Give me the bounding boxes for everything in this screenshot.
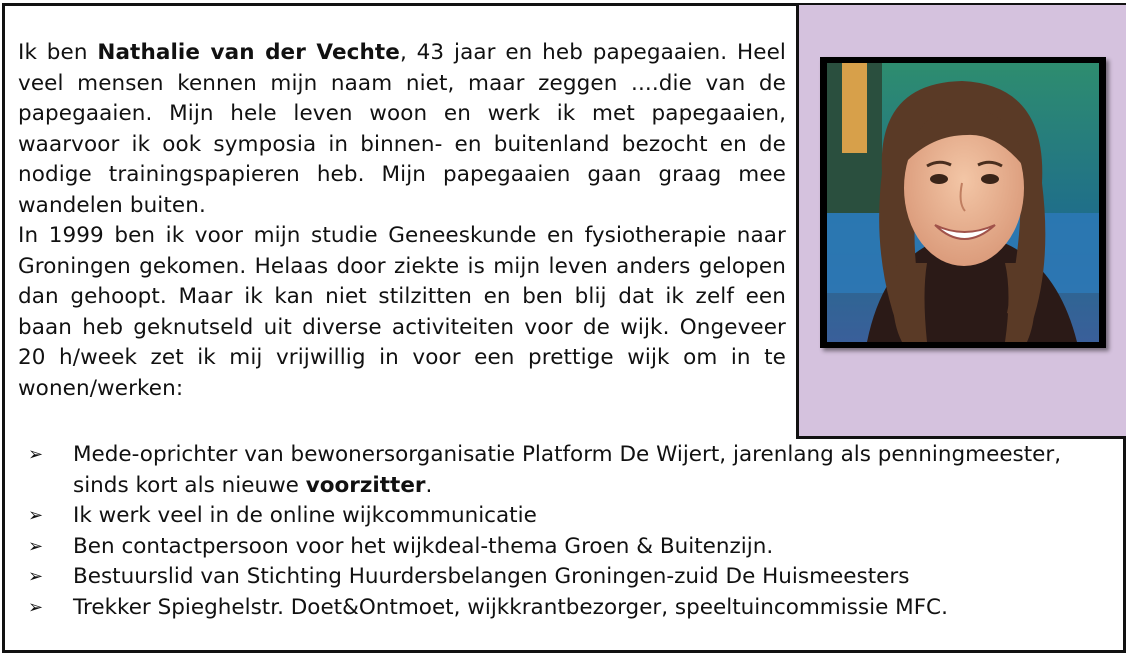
intro-paragraph-1: Ik ben Nathalie van der Vechte, 43 jaar en heb papegaaien. Heel veel mensen kennen mijn naam niet, maar zeggen ....die van de papegaaien. Mijn hele leven woon en werk ik met papegaaien, waarvoor ik ook symposia in binnen- en buitenland bezocht en de nodige trainingspapieren heb. Mijn papegaaien gaan graag mee wandelen buiten.: [18, 40, 786, 218]
portrait-photo: [827, 63, 1099, 342]
list-item: ➢ Ben contactpersoon voor het wijkdeal-thema Groen & Buitenzijn.: [28, 532, 1118, 563]
activities-list: [28, 440, 1118, 623]
arrow-bullet-icon: ➢: [28, 535, 44, 557]
list-item: ➢ Trekker Spieghelstr. Doet&Ontmoet, wijkkrantbezorger, speeltuincommissie MFC.: [28, 593, 1118, 624]
arrow-bullet-icon: ➢: [28, 596, 44, 618]
list-item: ➢ Mede-oprichter van bewonersorganisatie Platform De Wijert, jarenlang als penningmeester, sinds kort als nieuwe voorzitter.: [28, 442, 1062, 498]
arrow-bullet-icon: ➢: [28, 566, 44, 587]
person-name: Nathalie van der Vechte: [97, 40, 400, 65]
list-item: ➢ Bestuurslid van Stichting Huurdersbelangen Groningen-zuid De Huismeesters: [28, 562, 1118, 593]
portrait-frame: [820, 57, 1106, 348]
arrow-bullet-icon: ➢: [28, 444, 44, 465]
photo-panel: [796, 5, 1126, 439]
emphasis-voorzitter: voorzitter: [305, 472, 426, 498]
intro-text: [18, 38, 786, 404]
arrow-bullet-icon: ➢: [28, 505, 44, 526]
list-item: ➢ Ik werk veel in de online wijkcommunicatie: [28, 501, 1118, 532]
intro-paragraph-2: In 1999 ben ik voor mijn studie Geneeskunde en fysiotherapie naar Groningen gekomen. Helaas door ziekte is mijn leven anders gelopen dan gehoopt. Maar ik kan niet stilzitten en ben blij dat ik zelf een baan heb geknutseld uit diverse activiteiten voor de wijk. Ongeveer 20 h/week zet ik mij vrijwillig in voor een prettige wijk om in te wonen/werken:: [18, 223, 786, 401]
